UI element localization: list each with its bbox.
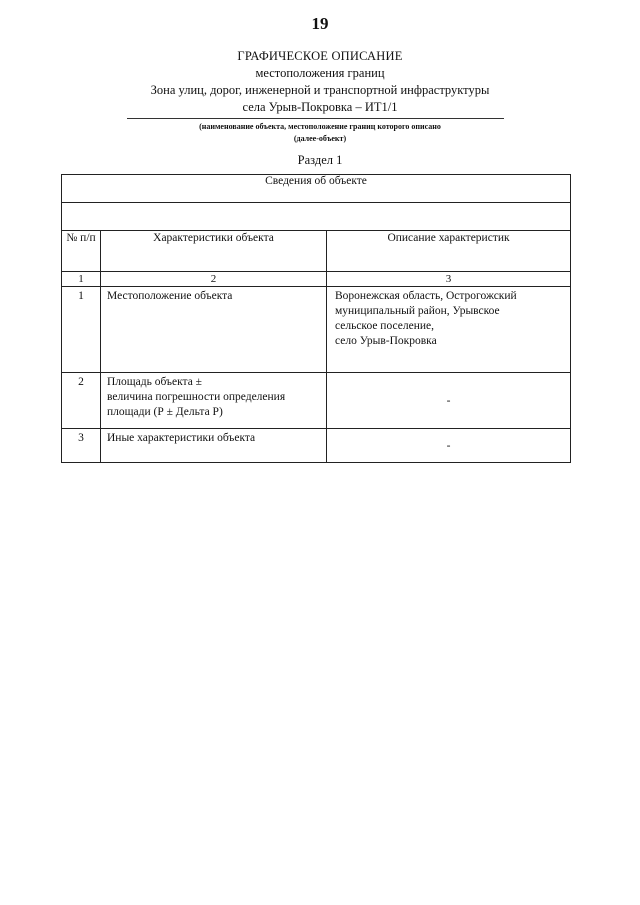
table-row [62, 373, 571, 429]
column-number: 3 [327, 272, 571, 287]
row-description-line: Воронежская область, Острогожский [335, 290, 517, 302]
row-characteristic [101, 429, 327, 463]
section-label: Раздел 1 [297, 153, 343, 167]
row-characteristic [101, 373, 327, 429]
column-number: 1 [62, 272, 101, 287]
table-row [62, 429, 571, 463]
row-description-line: сельское поселение, [335, 320, 434, 332]
row-characteristic-line: Иные характеристики объекта [107, 432, 256, 444]
row-characteristic-line: площади (Р ± Дельта Р) [107, 406, 223, 418]
table-empty-cell [62, 203, 571, 231]
column-number-row [62, 272, 571, 287]
object-info-table [61, 174, 571, 463]
row-characteristic-line: Местоположение объекта [107, 290, 233, 302]
row-num: 3 [62, 429, 101, 463]
object-name-line-2: села Урыв-Покровка – ИТ1/1 [242, 100, 398, 114]
object-name-line-1: Зона улиц, дорог, инженерной и транспортной инфраструктуры [150, 83, 490, 97]
table-caption-row [62, 175, 571, 203]
header-num: № п/п [62, 231, 101, 272]
row-description [327, 287, 571, 373]
row-characteristic [101, 287, 327, 373]
table-header-row [62, 231, 571, 272]
table-caption: Сведения об объекте [62, 175, 571, 203]
row-description-line: муниципальный район, Урывское [335, 305, 500, 317]
title-underline [127, 118, 504, 119]
column-number: 2 [101, 272, 327, 287]
row-description: - [327, 373, 571, 429]
page-number: 19 [311, 14, 329, 33]
table-row [62, 287, 571, 373]
document-header [0, 48, 640, 116]
row-characteristic-line: Площадь объекта ± [107, 376, 202, 388]
header-characteristic: Характеристики объекта [101, 231, 327, 272]
row-num: 2 [62, 373, 101, 429]
row-characteristic-line: величина погрешности определения [107, 391, 286, 403]
row-description-line: село Урыв-Покровка [335, 335, 437, 347]
document-subtitle: местоположения границ [255, 66, 385, 80]
table-empty-row [62, 203, 571, 231]
row-description: - [327, 429, 571, 463]
object-note [0, 121, 640, 145]
header-description: Описание характеристик [327, 231, 571, 272]
object-note-line-2: (далее-объект) [293, 134, 347, 143]
document-title: ГРАФИЧЕСКОЕ ОПИСАНИЕ [237, 49, 403, 63]
object-note-line-1: (наименование объекта, местоположение границ которого описано [199, 122, 441, 131]
row-num: 1 [62, 287, 101, 373]
